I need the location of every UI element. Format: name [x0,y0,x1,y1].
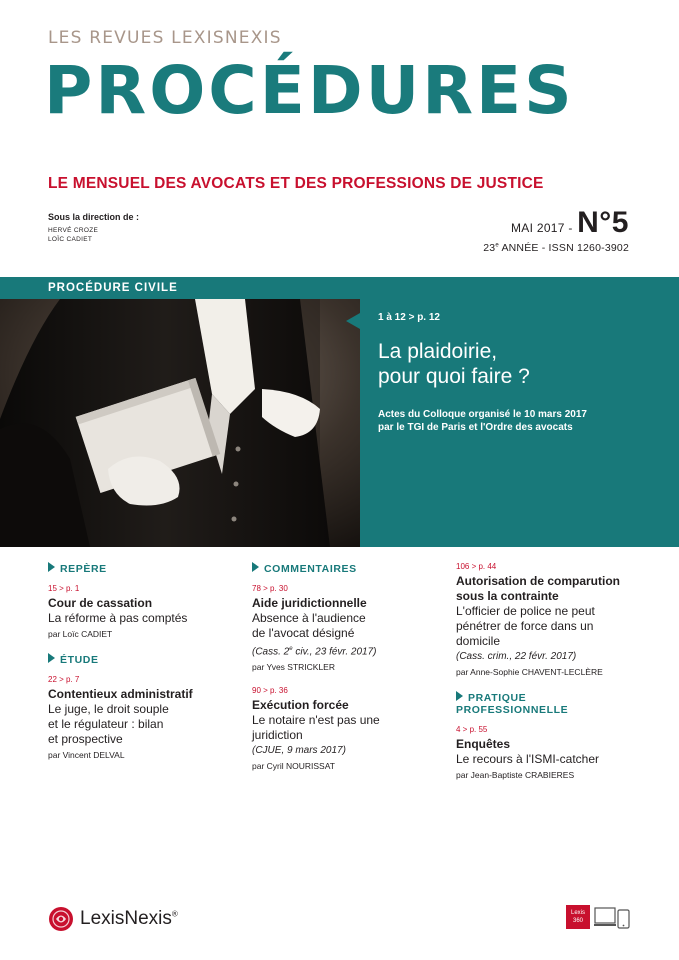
desc-line: Actes du Colloque organisé le 10 mars 2017 [378,409,587,420]
headline-line: pour quoi faire ? [378,365,530,388]
brand-text: LexisNexis [80,908,172,929]
triangle-icon [48,562,55,572]
article-subtitle: et le régulateur : bilan [48,717,164,731]
article-ref: 78 > p. 30 [252,584,288,593]
brand-name [80,908,178,930]
section-label: ÉTUDE [60,654,99,666]
article-subtitle: et prospective [48,732,123,746]
lexisnexis-emblem-icon [48,906,74,932]
article-ref: 90 > p. 36 [252,686,288,696]
lexis360-badge-group [566,905,630,929]
director-name: HERVÉ CROZE [48,227,99,234]
section-label: COMMENTAIRES [264,563,357,575]
section-label: PRATIQUE [468,692,527,704]
article-subtitle: juridiction [252,728,303,743]
year-number: 23 [483,242,496,254]
lawyer-robe-illustration [0,299,360,547]
article-author: par Yves STRICKLER [252,662,335,673]
editorial-direction [48,212,139,244]
article-title: sous la contrainte [456,589,559,603]
article-title: Cour de cassation [48,596,153,610]
article-title: Autorisation de comparution [456,574,621,588]
article-ref: 4 > p. 55 [456,725,488,734]
section-commentaires [252,562,442,575]
article-citation [252,642,442,659]
article-ref: 22 > p. 7 [48,675,80,684]
article-subtitle: domicile [456,634,501,648]
article-subtitle: Le recours à l'ISMI-catcher [456,752,600,766]
article-item [48,584,238,639]
article-citation: (CJUE, 9 mars 2017) [252,745,346,757]
series-name: LES REVUES LEXISNEXIS [48,28,282,48]
article-ref: 106 > p. 44 [456,562,497,571]
year-issn-text: ANNÉE - ISSN 1260-3902 [498,242,629,254]
feature-ref: 1 à 12 > p. 12 [378,312,440,323]
article-item [456,562,646,677]
article-subtitle: Le notaire n'est pas une [252,713,380,728]
feature-pointer [346,313,360,329]
rubric-label: PROCÉDURE CIVILE [48,282,178,294]
article-author: par Loïc CADIET [48,629,113,639]
column-3 [456,562,646,789]
triangle-icon [456,691,463,701]
article-title: Contentieux administratif [48,687,193,701]
article-title: Enquêtes [456,737,511,751]
article-subtitle: La réforme à pas comptés [48,611,188,625]
year-superscript: e [495,242,499,249]
article-subtitle: Le juge, le droit souple [48,702,169,716]
badge-text: 360 [572,918,583,924]
article-subtitle: L'officier de police ne peut [456,604,595,618]
article-author: par Vincent DELVAL [48,750,125,760]
journal-title: PROCÉDURES [44,52,575,129]
section-repere [48,562,238,575]
triangle-icon [252,562,259,572]
section-etude [48,653,238,666]
issue-info [483,206,629,254]
registered-mark: ® [171,909,178,919]
journal-tagline: LE MENSUEL DES AVOCATS ET DES PROFESSIONS DE JUSTICE [48,175,544,192]
feature-panel [360,299,679,547]
article-item [252,686,442,771]
citation-part: (Cass. 2 [252,646,290,658]
section-label: PROFESSIONNELLE [456,704,569,716]
article-author: par Jean-Baptiste CRABIERES [456,770,575,780]
article-title: Exécution forcée [252,698,349,713]
headline-line: La plaidoirie, [378,340,498,363]
direction-label: Sous la direction de : [48,212,140,222]
column-1 [48,562,238,769]
article-subtitle: pénétrer de force dans un [456,619,594,633]
director-name: LOÏC CADIET [48,236,93,243]
lexisnexis-logo [48,906,178,932]
issue-number: N°5 [577,206,629,239]
desc-line: par le TGI de Paris et l'Ordre des avocats [378,422,573,433]
article-ref: 15 > p. 1 [48,584,80,593]
lexis360-badge [566,905,590,929]
article-item [252,584,442,672]
article-author: par Anne-Sophie CHAVENT-LECLÈRE [456,667,603,677]
citation-superscript: e [289,646,293,652]
cover-photo [0,299,360,547]
column-2 [252,562,442,780]
article-subtitle: de l'avocat désigné [252,626,355,640]
devices-icon [594,907,630,929]
badge-text: Lexis [570,910,585,916]
section-label: REPÈRE [60,563,107,575]
triangle-icon [48,653,55,663]
article-citation: (Cass. crim., 22 févr. 2017) [456,651,577,662]
feature-description [378,408,668,434]
article-title: Aide juridictionnelle [252,596,367,610]
article-item [456,725,646,780]
article-item [48,675,238,760]
feature-headline [378,339,668,389]
citation-part: civ., 23 févr. 2017) [292,646,377,658]
issue-year-issn [483,242,629,254]
issue-date: MAI 2017 - [510,221,573,235]
article-subtitle: Absence à l'audience [252,611,366,625]
article-author: par Cyril NOURISSAT [252,761,335,772]
section-pratique [456,691,646,716]
